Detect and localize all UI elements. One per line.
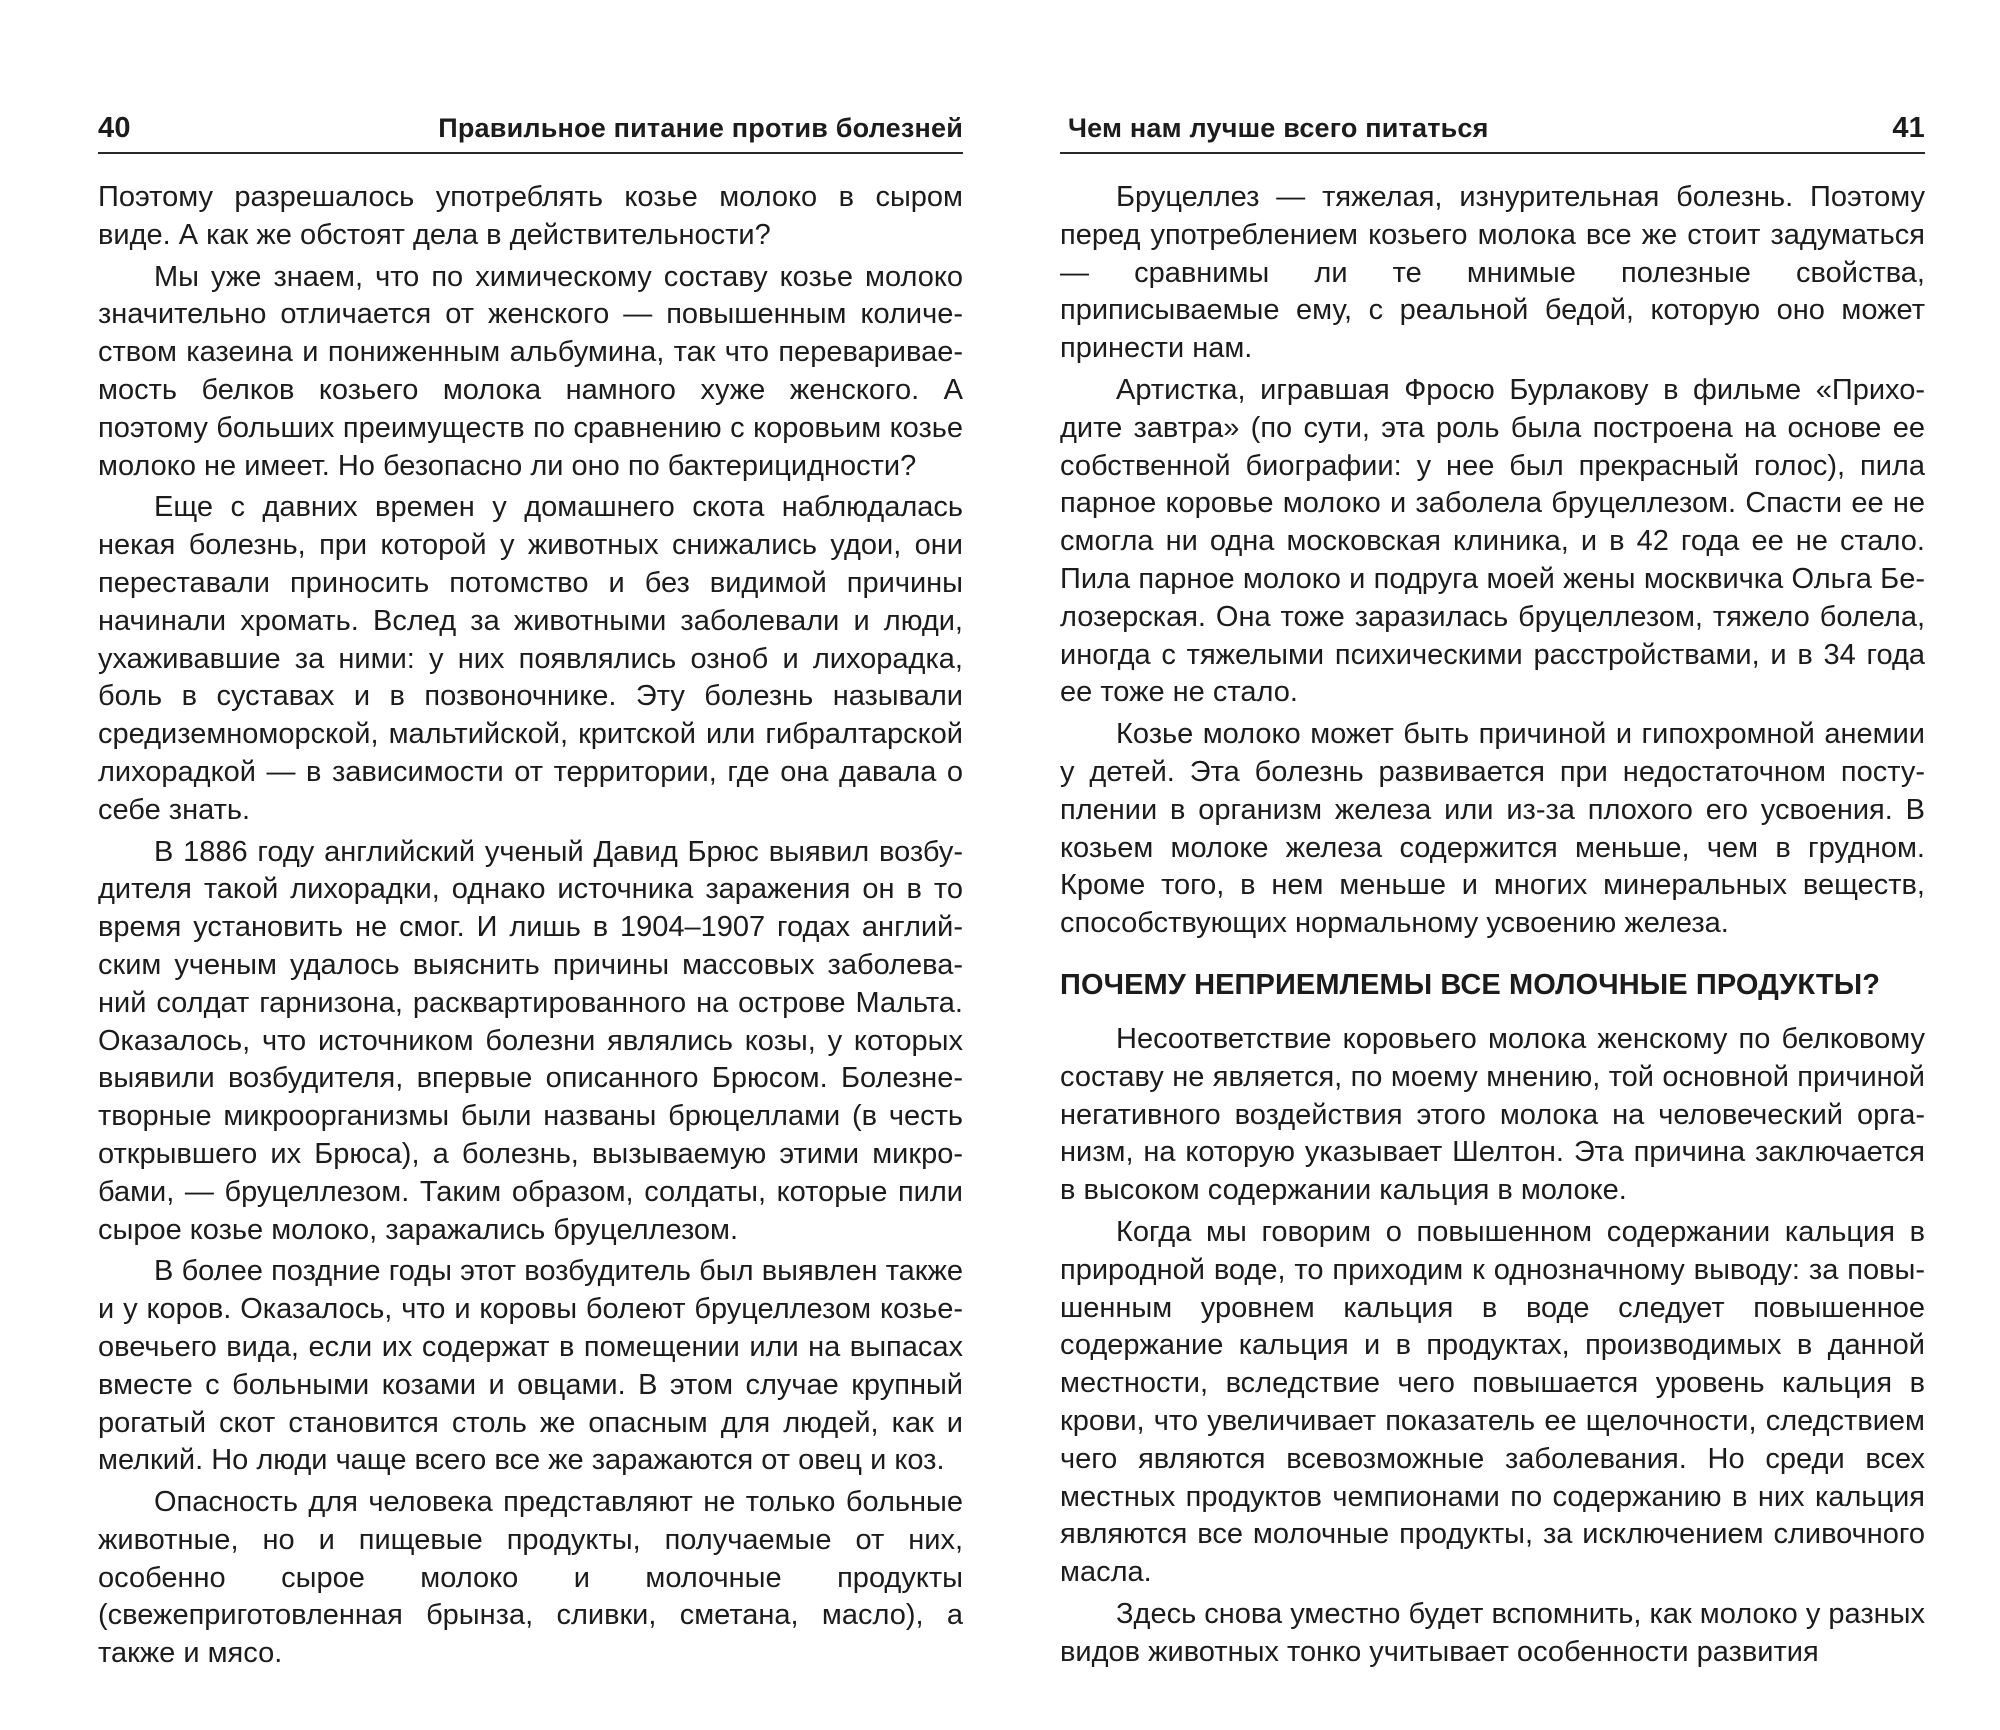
header-rule-left (98, 152, 963, 154)
running-head-left (98, 106, 963, 150)
right-page-body (1060, 179, 1925, 1671)
right-page (1060, 0, 1925, 1730)
header-rule-right (1060, 152, 1925, 154)
paragraph: Опасность для человека представляют не только больные животные, но и пищевые продукты, получаемые от них, особенно сырое молоко и молочные продукты (свежеприготовленная брынза, сливки, сметана, масло), а также и мясо. (98, 1486, 963, 1670)
paragraph: Козье молоко может быть причиной и гипохромной анемии у детей. Эта болезнь развивается при недостаточном поступлении в организм железа или из-за плохого его усвоения. В козьем молоке железа содержится меньше, чем в грудном. Кроме того, в нем меньше и многих минеральных веществ, способствующих нормальному усвоению железа. (1060, 718, 1925, 940)
paragraph: В 1886 году английский ученый Давид Брюс выявил возбудителя такой лихорадки, однако источника заражения он в то время установить не смог. И лишь в 1904–1907 годах английским ученым удалось выяснить причины массовых заболеваний солдат гарнизона, расквартированного на острове Мальта. Оказалось, что источником болезни являлись козы, у которых выявили возбудителя, впервые описанного Брюсом. Болезнетворные микроорганизмы были названы брюцеллами (в честь открывшего их Брюса), а болезнь, вызываемую этими микробами, — бруцеллезом. Таким образом, солдаты, которые пили сырое козье молоко, заражались бруцеллезом. (98, 835, 963, 1246)
running-title-left: Правильное питание против болезней (438, 113, 963, 143)
paragraph: Еще с давних времен у домашнего скота наблюдалась некая болезнь, при которой у животных снижались удои, они переставали приносить потомство и без видимой причины начинали хромать. Вслед за животными заболевали и люди, ухаживавшие за ними: у них появлялись озноб и лихорадка, боль в суставах и в позвоночнике. Эту болезнь называли средиземноморской, мальтийской, критской или гибралтарской лихорадкой — в зависимости от территории, где она давала о себе знать. (98, 491, 963, 826)
paragraph: Бруцеллез — тяжелая, изнурительная болезнь. Поэтому перед употреблением козьего молока все же стоит задуматься — сравнимы ли те мнимые полезные свойства, приписываемые ему, с реальной бедой, которую оно может принести нам. (1060, 181, 1925, 365)
page-number-left: 40 (98, 112, 131, 144)
paragraph: Здесь снова уместно будет вспомнить, как молоко у разных видов животных тонко учитывает особенности развития (1060, 1597, 1925, 1668)
left-page-body (98, 179, 963, 1673)
paragraph: В более поздние годы этот возбудитель был выявлен также и у коров. Оказалось, что и коровы болеют бруцеллезом козьеовечьего вида, если их содержат в помещении или на выпасах вместе с больными козами и овцами. В этом случае крупный рогатый скот становится столь же опасным для людей, как и мелкий. Но люди чаще всего все же заражаются от овец и коз. (98, 1255, 963, 1477)
section-heading: ПОЧЕМУ НЕПРИЕМЛЕМЫ ВСЕ МОЛОЧНЫЕ ПРОДУКТЫ? (1060, 968, 1881, 1001)
running-title-right: Чем нам лучше всего питаться (1068, 113, 1489, 143)
paragraph: Поэтому разрешалось употреблять козье молоко в сыром виде. А как же обстоят дела в действительности? (98, 181, 963, 251)
paragraph: Когда мы говорим о повышенном содержании кальция в природной воде, то приходим к однозначному выводу: за повышенным уровнем кальция в воде следует повышенное содержание кальция и в продуктах, производимых в данной местности, вследствие чего повышается уровень кальция в крови, что увеличивает показатель ее щелочности, следствием чего являются всевозможные заболевания. Но среди всех местных продуктов чемпионами по содержанию в них кальция являются все молочные продукты, за исключением сливочного масла. (1060, 1215, 1925, 1589)
page-number-right: 41 (1892, 112, 1925, 144)
left-page (98, 0, 963, 1730)
paragraph: Мы уже знаем, что по химическому составу козье молоко значительно отличается от женского — повышенным количеством казеина и пониженным альбумина, так что перевариваемость белков козьего молока намного хуже женского. А поэтому больших преимуществ по сравнению с коровьим козье молоко не имеет. Но безопасно ли оно по бактерицидности? (98, 260, 963, 482)
paragraph: Несоответствие коровьего молока женскому по белковому составу не является, по моему мнению, той основной причиной негативного воздействия этого молока на человеческий организм, на которую указывает Шелтон. Эта причина заключается в высоком содержании кальция в молоке. (1060, 1022, 1925, 1207)
running-head-right (1060, 106, 1925, 150)
paragraph: Артистка, игравшая Фросю Бурлакову в фильме «Приходите завтра» (по сути, эта роль была построена на основе ее собственной биографии: у нее был прекрасный голос), пила парное коровье молоко и заболела бруцеллезом. Спасти ее не смогла ни одна московская клиника, и в 42 года ее не стало. Пила парное молоко и подруга моей жены москвичка Ольга Белозерская. Она тоже заразилась бруцеллезом, тяжело болела, иногда с тяжелыми психическими расстройствами, и в 34 года ее тоже не стало. (1060, 373, 1925, 709)
